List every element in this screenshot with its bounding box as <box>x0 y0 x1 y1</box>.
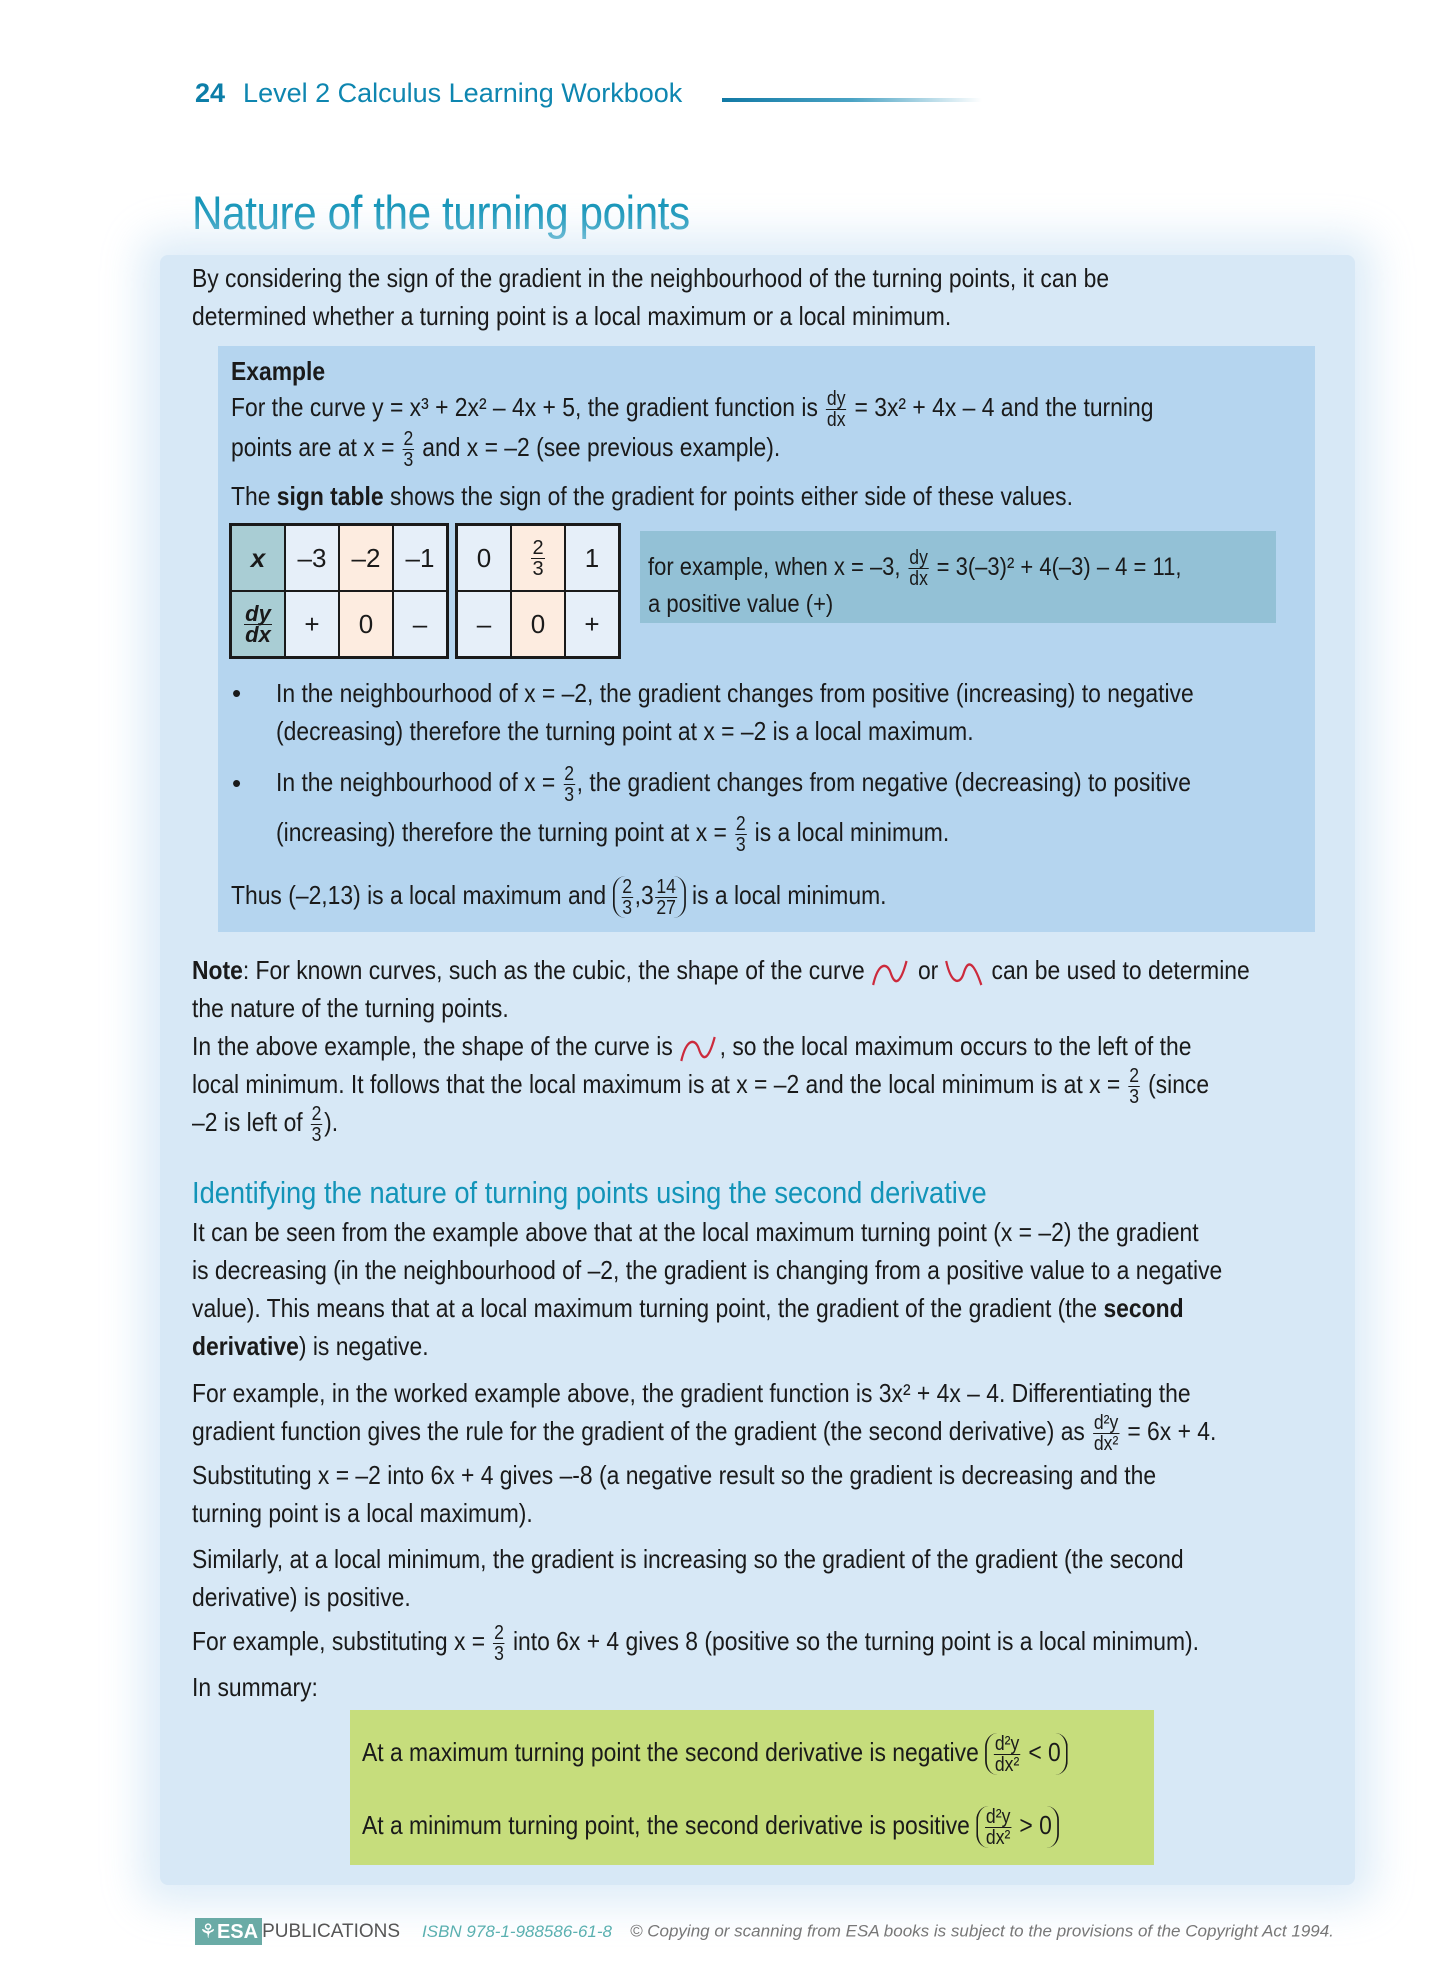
section-heading: Identifying the nature of turning points using the second derivative <box>192 1175 987 1210</box>
table-row: – 0 + <box>457 591 620 658</box>
table-row: $\frac{dy}{dx}$ + 0 – <box>231 591 448 658</box>
intro-line-2: determined whether a turning point is a local maximum or a local minimum. <box>192 301 952 331</box>
para-1-line-3: value). This means that at a local maximum turning point, the gradient of the gradient (the second <box>192 1293 1184 1323</box>
esa-logo: ⚘ESA <box>195 1918 262 1945</box>
intro-line-1: By considering the sign of the gradient in the neighbourhood of the turning points, it can be <box>192 263 1110 293</box>
summary-max: At a maximum turning point the second derivative is negative $\frac{\text{d²y}}{\text{dx²}}$ < 0 <box>362 1733 1068 1775</box>
bullet-2-line-2: (increasing) therefore the turning point at x = $\frac{2}{3}$ is a local minimum. <box>276 812 950 856</box>
page-title: Nature of the turning points <box>192 186 690 239</box>
para-5: For example, substituting x = $\frac{2}{3}$ into 6x + 4 gives 8 (positive so the turning point is a local minimum). <box>192 1621 1200 1665</box>
para-4-line-1: Similarly, at a local minimum, the gradient is increasing so the gradient of the gradient (the second <box>192 1544 1184 1574</box>
para-2-line-1: For example, in the worked example above, the gradient function is 3x² + 4x – 4. Differentiating the <box>192 1378 1191 1408</box>
para-1-line-2: is decreasing (in the neighbourhood of –2, the gradient is changing from a positive value to a negative <box>192 1255 1223 1285</box>
note-line-5: –2 is left of $\frac{2}{3}$ ). <box>192 1102 339 1146</box>
bullet-icon: • <box>232 678 242 708</box>
callout-line-1: for example, when x = –3, $\frac{dy}{dx}$ = 3(–3)² + 4(–3) – 4 = 11, <box>648 547 1182 590</box>
publisher-name: PUBLICATIONS <box>262 1920 401 1942</box>
para-6: In summary: <box>192 1672 318 1702</box>
sign-table-intro: The sign table shows the sign of the gradient for points either side of these values. <box>231 481 1073 511</box>
para-4-line-2: derivative) is positive. <box>192 1582 411 1612</box>
para-2-line-2: gradient function gives the rule for the gradient of the gradient (the second derivative) as $\frac{\text{d²y}}{\text{dx²}}$ = 6x + 4. <box>192 1411 1217 1455</box>
cubic-negative-curve-icon <box>945 957 985 987</box>
summary-min: At a minimum turning point, the second derivative is positive $\frac{\text{d²y}}{\text{dx²}}$ > 0 <box>362 1806 1059 1848</box>
dydx-header: $\frac{dy}{dx}$ <box>231 591 286 658</box>
running-header <box>195 78 682 109</box>
header-rule <box>722 98 982 102</box>
bullet-1-line-2: (decreasing) therefore the turning point at x = –2 is a local maximum. <box>276 716 974 746</box>
two-thirds-fraction: $\frac{2}{3}$ <box>403 427 414 471</box>
sign-table-left <box>229 523 449 659</box>
para-1-line-1: It can be seen from the example above that at the local maximum turning point (x = –2) the gradient <box>192 1217 1199 1247</box>
note-line-4: local minimum. It follows that the local maximum is at x = –2 and the local minimum is at x = $\frac{2}{3}$ (since <box>192 1064 1210 1108</box>
para-1-line-4: derivative) is negative. <box>192 1331 429 1361</box>
footer <box>195 1918 1334 1945</box>
page-number: 24 <box>195 78 226 108</box>
example-line-1: For the curve y = x³ + 2x² – 4x + 5, the gradient function is $\frac{dy}{dx}$ = 3x² + 4x – 4 and the turning <box>231 387 1154 431</box>
thus-line: Thus (–2,13) is a local maximum and $\frac{2}{3}$ ,3 $\frac{14}{27}$ is a local minimum. <box>231 875 887 919</box>
table-row: 0 $\frac{2}{3}$ 1 <box>457 525 620 592</box>
para-3-line-1: Substituting x = –2 into 6x + 4 gives –-8 (a negative result so the gradient is decreasing and the <box>192 1460 1157 1490</box>
bullet-1-line-1: In the neighbourhood of x = –2, the gradient changes from positive (increasing) to negative <box>276 678 1194 708</box>
x-header: x <box>231 525 286 592</box>
callout-line-2: a positive value (+) <box>648 590 834 618</box>
para-3-line-2: turning point is a local maximum). <box>192 1498 533 1528</box>
example-heading: Example <box>231 356 326 386</box>
bullet-icon: • <box>232 768 242 798</box>
isbn: ISBN 978-1-988586-61-8 <box>422 1921 612 1941</box>
note-line-3: In the above example, the shape of the curve is , so the local maximum occurs to the left of the <box>192 1027 1191 1065</box>
note-line-2: the nature of the turning points. <box>192 993 509 1023</box>
bullet-2-line-1: In the neighbourhood of x = $\frac{2}{3}$ , the gradient changes from negative (decreasing) to positive <box>276 762 1191 806</box>
cubic-positive-curve-icon <box>679 1033 719 1063</box>
table-row: x –3 –2 –1 <box>231 525 448 592</box>
two-thirds-cell: $\frac{2}{3}$ <box>511 525 565 592</box>
book-title: Level 2 Calculus Learning Workbook <box>243 78 683 108</box>
note-line-1: Note: For known curves, such as the cubic, the shape of the curve or can be used to determine <box>192 951 1250 989</box>
dy-dx-fraction: $\frac{dy}{dx}$ <box>826 387 846 431</box>
sign-table-right <box>455 523 621 659</box>
local-min-point: $\frac{2}{3}$ ,3 $\frac{14}{27}$ <box>613 876 686 918</box>
cubic-positive-curve-icon <box>871 957 911 987</box>
example-line-2: points are at x = $\frac{2}{3}$ and x = –2 (see previous example). <box>231 427 781 471</box>
copyright-notice: © Copying or scanning from ESA books is subject to the provisions of the Copyright Act 1994. <box>630 1921 1334 1941</box>
